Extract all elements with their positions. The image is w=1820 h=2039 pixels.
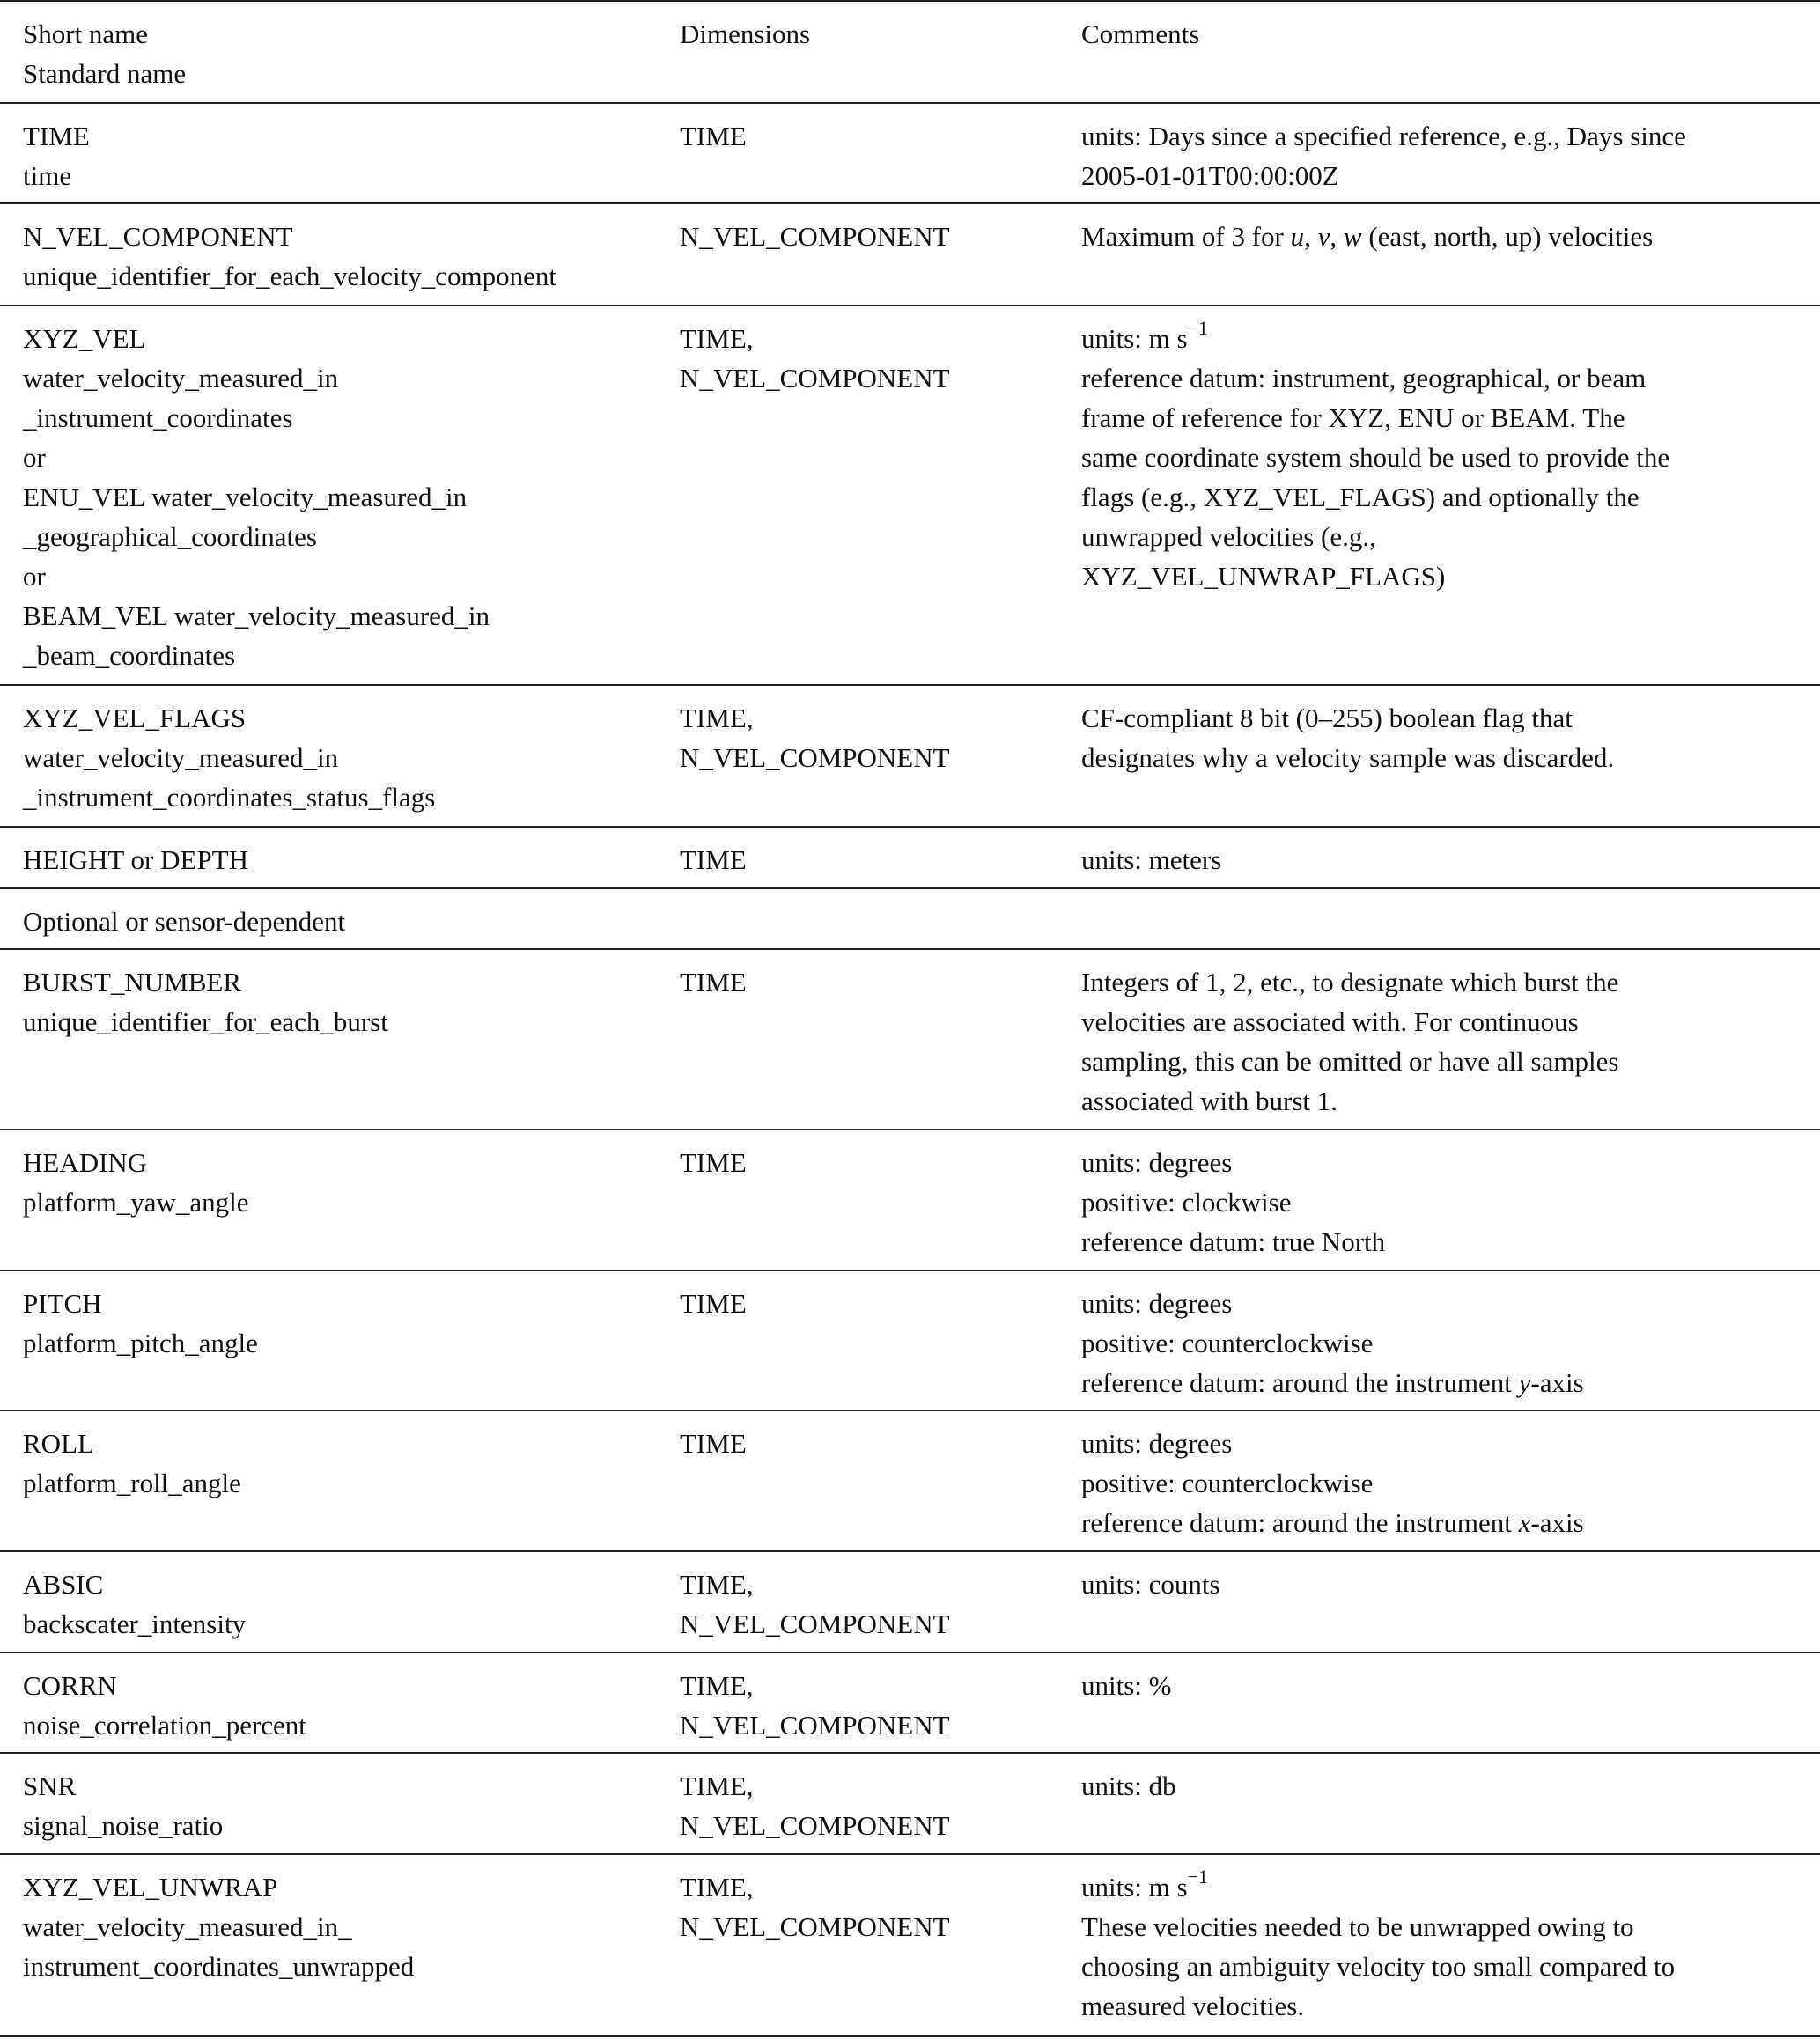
comments-cell <box>1058 1270 1820 1410</box>
standard-name: platform_yaw_angle <box>23 1187 249 1218</box>
standard-name: platform_pitch_angle <box>23 1328 258 1358</box>
short-name: SNR <box>23 1770 77 1801</box>
comment-text: -axis <box>1530 1507 1584 1538</box>
comment-line: Integers of 1, 2, etc., to designate which burst the <box>1081 967 1619 997</box>
axis-var: x <box>1518 1507 1531 1538</box>
comment-line <box>1081 217 1820 256</box>
standard-name-line: BEAM_VEL water_velocity_measured_in <box>23 600 490 631</box>
var-w: w <box>1343 221 1362 252</box>
short-name: XYZ_VEL_FLAGS <box>23 703 247 733</box>
short-name: CORRN <box>23 1670 117 1701</box>
comment-line: reference datum: true North <box>1081 1226 1386 1257</box>
comment-line: flags (e.g., XYZ_VEL_FLAGS) and optionally the <box>1081 482 1639 512</box>
comment-line: reference datum: instrument, geographical, or beam <box>1081 363 1647 394</box>
comment-text: reference datum: around the instrument <box>1081 1507 1519 1538</box>
dimensions-cell <box>657 103 1058 203</box>
standard-name-line: instrument_coordinates_unwrapped <box>23 1951 415 1982</box>
section-cell <box>0 888 1820 949</box>
standard-name-line: or <box>23 561 46 592</box>
comment-text: , <box>1330 221 1344 252</box>
comments-cell <box>1058 1130 1820 1270</box>
comment-line: choosing an ambiguity velocity too small compared to <box>1081 1951 1676 1982</box>
dimension: TIME, <box>680 323 754 354</box>
name-cell <box>0 1551 657 1653</box>
header-comments: Comments <box>1081 18 1200 49</box>
header-name-cell <box>0 1 657 103</box>
table-row <box>0 1854 1820 2036</box>
name-cell <box>0 103 657 203</box>
dimension: TIME <box>680 844 747 875</box>
standard-name-line: _instrument_coordinates <box>23 402 293 433</box>
standard-name: backscater_intensity <box>23 1608 247 1639</box>
standard-name-line: water_velocity_measured_in <box>23 742 339 773</box>
dimensions-cell <box>657 1270 1058 1410</box>
dimensions-cell <box>657 949 1058 1130</box>
standard-name: signal_noise_ratio <box>23 1810 224 1841</box>
units-exponent: −1 <box>1187 1865 1209 1888</box>
name-cell <box>0 1270 657 1410</box>
dimensions-cell <box>657 1653 1058 1753</box>
comment-line: positive: counterclockwise <box>1081 1468 1374 1498</box>
comment-line: same coordinate system should be used to provide the <box>1081 442 1670 473</box>
dimensions-cell <box>657 1753 1058 1854</box>
units-text: units: m s <box>1081 323 1188 354</box>
dimensions-cell <box>657 1854 1058 2036</box>
dimensions-cell <box>657 1410 1058 1551</box>
dimensions-cell <box>657 685 1058 827</box>
short-name: HEIGHT or DEPTH <box>23 844 249 875</box>
table-row <box>0 1410 1820 1551</box>
units-exponent: −1 <box>1187 316 1209 339</box>
name-cell <box>0 305 657 685</box>
standard-name-line: or <box>23 442 46 473</box>
short-name: XYZ_VEL_UNWRAP <box>23 1872 278 1903</box>
units-line <box>1081 316 1820 358</box>
short-name: PITCH <box>23 1288 102 1319</box>
short-name: TIME <box>23 121 90 151</box>
comment-line: units: meters <box>1081 844 1222 875</box>
comment-line: units: degrees <box>1081 1147 1233 1178</box>
short-name: N_VEL_COMPONENT <box>23 221 293 252</box>
comment-line: units: degrees <box>1081 1288 1233 1319</box>
name-cell <box>0 685 657 827</box>
comments-cell <box>1058 1551 1820 1653</box>
comment-line: CF-compliant 8 bit (0–255) boolean flag that <box>1081 703 1573 733</box>
dimension: TIME <box>680 967 747 997</box>
comments-cell <box>1058 1753 1820 1854</box>
table-row <box>0 103 1820 203</box>
comment-line: sampling, this can be omitted or have all samples <box>1081 1046 1619 1077</box>
comment-text: (east, north, up) velocities <box>1361 221 1654 252</box>
dimension: TIME <box>680 1428 747 1459</box>
comment-text: Maximum of 3 for <box>1081 221 1291 252</box>
comment-line: designates why a velocity sample was discarded. <box>1081 742 1615 773</box>
comment-line: associated with burst 1. <box>1081 1086 1338 1116</box>
name-cell <box>0 203 657 305</box>
section-label: Optional or sensor-dependent <box>23 906 346 937</box>
dimension: TIME, <box>680 1872 754 1903</box>
comments-cell <box>1058 1410 1820 1551</box>
table-row <box>0 827 1820 888</box>
var-u: u <box>1290 221 1305 252</box>
comments-cell <box>1058 305 1820 685</box>
comment-line: unwrapped velocities (e.g., <box>1081 521 1376 552</box>
comments-cell <box>1058 1854 1820 2036</box>
dimension: N_VEL_COMPONENT <box>680 1710 950 1741</box>
comment-line: positive: counterclockwise <box>1081 1328 1374 1358</box>
comment-line <box>1081 1363 1820 1402</box>
dimension: TIME, <box>680 1569 754 1600</box>
table-row <box>0 1130 1820 1270</box>
dimension: N_VEL_COMPONENT <box>680 1911 950 1942</box>
comment-text: reference datum: around the instrument <box>1081 1367 1519 1398</box>
comment-text: -axis <box>1530 1367 1584 1398</box>
comment-line: units: % <box>1081 1670 1172 1701</box>
comments-cell <box>1058 949 1820 1130</box>
short-name: BURST_NUMBER <box>23 967 242 997</box>
header-short-name: Short name <box>23 18 149 49</box>
dimension: TIME <box>680 1288 747 1319</box>
axis-var: y <box>1518 1367 1531 1398</box>
comment-line: XYZ_VEL_UNWRAP_FLAGS) <box>1081 561 1446 592</box>
dimensions-cell <box>657 827 1058 888</box>
name-cell <box>0 1410 657 1551</box>
table-row <box>0 1653 1820 1753</box>
standard-name-line: _instrument_coordinates_status_flags <box>23 782 436 813</box>
dimension: TIME, <box>680 1670 754 1701</box>
dimensions-cell <box>657 203 1058 305</box>
dimension: TIME <box>680 121 747 151</box>
table-row <box>0 305 1820 685</box>
name-cell <box>0 1854 657 2036</box>
var-v: v <box>1317 221 1330 252</box>
comment-line <box>1081 1503 1820 1542</box>
name-cell <box>0 1653 657 1753</box>
dimension: N_VEL_COMPONENT <box>680 742 950 773</box>
table-row <box>0 1551 1820 1653</box>
section-row <box>0 888 1820 949</box>
table-row <box>0 1270 1820 1410</box>
table-row <box>0 685 1820 827</box>
dimension: N_VEL_COMPONENT <box>680 221 950 252</box>
standard-name: unique_identifier_for_each_velocity_component <box>23 261 557 291</box>
comment-line: measured velocities. <box>1081 1991 1305 2021</box>
table-row <box>0 203 1820 305</box>
comments-cell <box>1058 103 1820 203</box>
comment-line: units: degrees <box>1081 1428 1233 1459</box>
units-line <box>1081 1867 1820 1907</box>
table-header-row <box>0 1 1820 103</box>
standard-name: noise_correlation_percent <box>23 1710 306 1741</box>
standard-name-line: water_velocity_measured_in_ <box>23 1911 352 1942</box>
short-name: HEADING <box>23 1147 148 1178</box>
standard-name-line: _geographical_coordinates <box>23 521 317 552</box>
short-name: ROLL <box>23 1428 94 1459</box>
standard-name-line: water_velocity_measured_in <box>23 363 339 394</box>
comment-text: , <box>1304 221 1318 252</box>
table-row <box>0 949 1820 1130</box>
dimensions-cell <box>657 305 1058 685</box>
table-row <box>0 1753 1820 1854</box>
comment-line: units: Days since a specified reference, e.g., Days since <box>1081 121 1686 151</box>
header-dimensions: Dimensions <box>680 18 811 49</box>
comment-line: 2005-01-01T00:00:00Z <box>1081 160 1339 191</box>
name-cell <box>0 1130 657 1270</box>
comments-cell <box>1058 1653 1820 1753</box>
dimensions-cell <box>657 1551 1058 1653</box>
comments-cell <box>1058 203 1820 305</box>
name-cell <box>0 949 657 1130</box>
header-comments-cell <box>1058 1 1820 103</box>
comments-cell <box>1058 685 1820 827</box>
dimension: N_VEL_COMPONENT <box>680 363 950 394</box>
comment-line: units: db <box>1081 1770 1176 1801</box>
comments-cell <box>1058 827 1820 888</box>
comment-line: units: counts <box>1081 1569 1220 1600</box>
dimension: TIME, <box>680 1770 754 1801</box>
units-text: units: m s <box>1081 1872 1188 1903</box>
standard-name-line: ENU_VEL water_velocity_measured_in <box>23 482 468 512</box>
comment-line: positive: clockwise <box>1081 1187 1292 1218</box>
short-name: XYZ_VEL <box>23 323 146 354</box>
standard-name: unique_identifier_for_each_burst <box>23 1006 388 1037</box>
standard-name: platform_roll_angle <box>23 1468 241 1498</box>
short-name: ABSIC <box>23 1569 104 1600</box>
dimension: N_VEL_COMPONENT <box>680 1810 950 1841</box>
dimensions-cell <box>657 1130 1058 1270</box>
comment-line: velocities are associated with. For continuous <box>1081 1006 1579 1037</box>
name-cell <box>0 1753 657 1854</box>
header-standard-name: Standard name <box>23 58 187 89</box>
dimension: N_VEL_COMPONENT <box>680 1608 950 1639</box>
dimension: TIME <box>680 1147 747 1178</box>
standard-name-line: _beam_coordinates <box>23 640 236 671</box>
header-dimensions-cell <box>657 1 1058 103</box>
dimension: TIME, <box>680 703 754 733</box>
comment-line: These velocities needed to be unwrapped owing to <box>1081 1911 1634 1942</box>
standard-name: time <box>23 160 72 191</box>
name-cell <box>0 827 657 888</box>
comment-line: frame of reference for XYZ, ENU or BEAM. The <box>1081 402 1625 433</box>
